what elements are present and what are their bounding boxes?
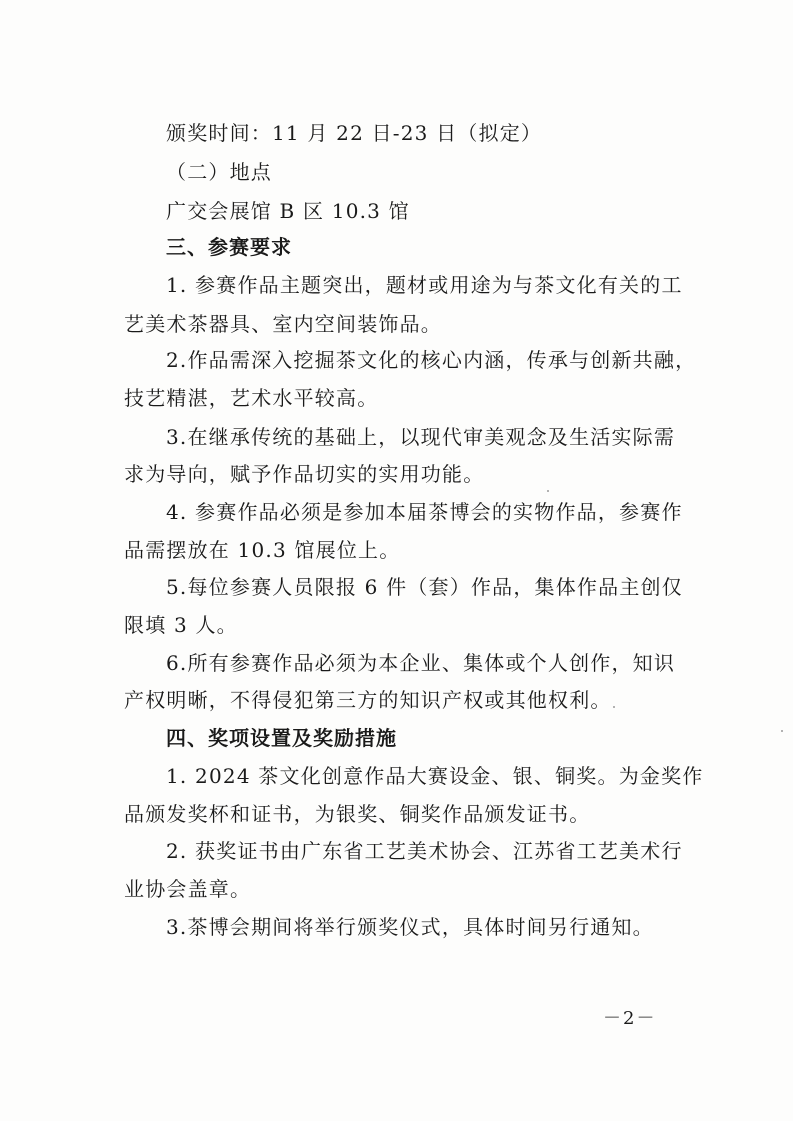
- award-time-text: 颁奖时间：11 月 22 日-23 日（拟定）: [166, 121, 543, 145]
- requirement-3-line-2: 求为导向，赋予作品切实的实用功能。: [124, 462, 485, 486]
- requirement-6-line-2: 产权明晰，不得侵犯第三方的知识产权或其他权利。: [124, 688, 612, 712]
- award-2-line-1: 2. 获奖证书由广东省工艺美术协会、江苏省工艺美术行: [166, 839, 683, 863]
- scan-speck: [781, 730, 783, 732]
- scan-speck: [547, 490, 549, 492]
- location-heading: （二）地点: [166, 160, 272, 184]
- award-3-line-1: 3.茶博会期间将举行颁奖仪式，具体时间另行通知。: [166, 915, 654, 939]
- award-1-line-1: 1. 2024 茶文化创意作品大赛设金、银、铜奖。为金奖作: [166, 764, 704, 788]
- requirement-1-line-1: 1. 参赛作品主题突出，题材或用途为与茶文化有关的工: [166, 273, 683, 297]
- requirement-4-line-1: 4. 参赛作品必须是参加本届茶博会的实物作品，参赛作: [166, 500, 683, 524]
- scan-speck: [613, 706, 615, 708]
- requirement-1-line-2: 艺美术茶器具、室内空间装饰品。: [124, 312, 442, 336]
- section-4-heading: 四、奖项设置及奖励措施: [166, 726, 397, 750]
- requirement-3-line-1: 3.在继承传统的基础上，以现代审美观念及生活实际需: [166, 425, 676, 449]
- requirement-4-line-2: 品需摆放在 10.3 馆展位上。: [124, 538, 401, 562]
- requirement-2-line-2: 技艺精湛，艺术水平较高。: [124, 386, 379, 410]
- page-number: －2－: [603, 1008, 657, 1029]
- award-1-line-2: 品颁发奖杯和证书，为银奖、铜奖作品颁发证书。: [124, 802, 591, 826]
- section-3-heading: 三、参赛要求: [166, 235, 292, 259]
- requirement-2-line-1: 2.作品需深入挖掘茶文化的核心内涵，传承与创新共融，: [166, 348, 697, 372]
- requirement-5-line-2: 限填 3 人。: [124, 613, 238, 637]
- requirement-5-line-1: 5.每位参赛人员限报 6 件（套）作品，集体作品主创仅: [166, 575, 683, 599]
- location-value: 广交会展馆 B 区 10.3 馆: [166, 199, 410, 223]
- award-2-line-2: 业协会盖章。: [124, 877, 252, 901]
- requirement-6-line-1: 6.所有参赛作品必须为本企业、集体或个人创作，知识: [166, 651, 676, 675]
